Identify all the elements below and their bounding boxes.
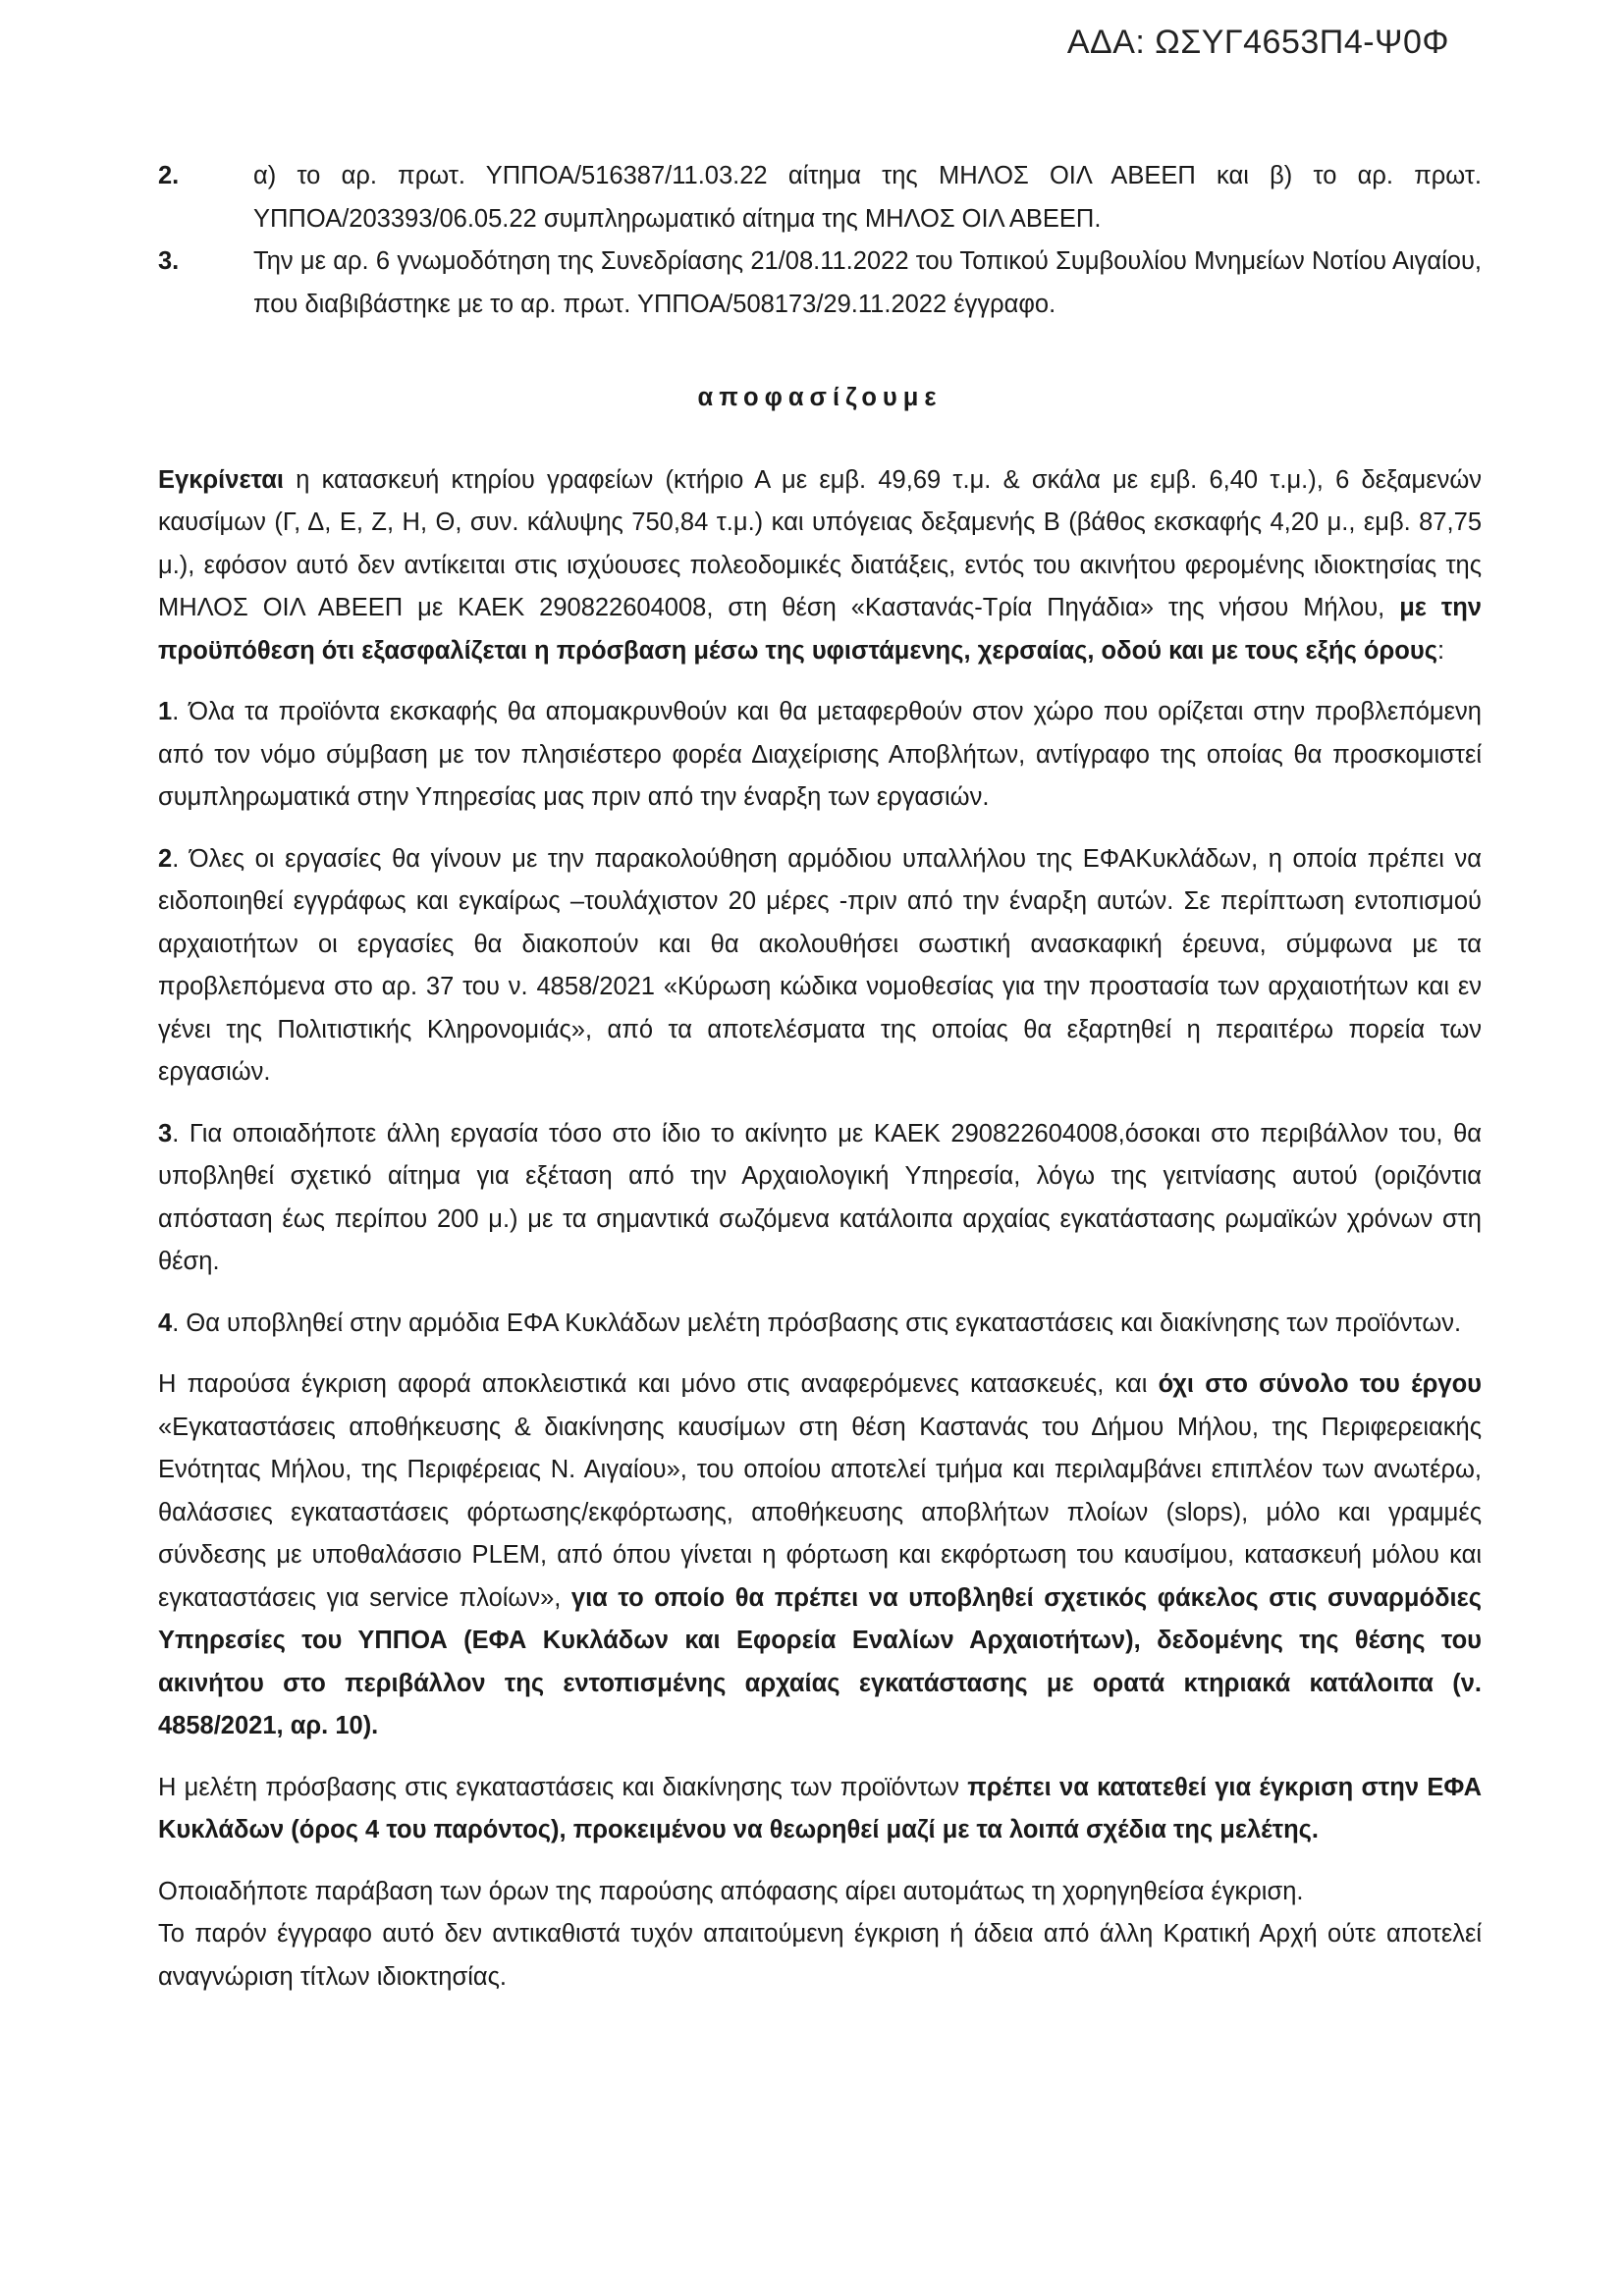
consideration-number: 2. <box>158 162 180 189</box>
term-paragraph <box>158 838 1482 1095</box>
term-paragraph <box>158 1113 1482 1284</box>
decision-heading: αποφασίζουμε <box>697 384 943 411</box>
term-paragraph <box>158 1303 1482 1346</box>
term-text: . Όλα τα προϊόντα εκσκαφής θα απομακρυνθούν και θα μεταφερθούν στον χώρο που ορίζεται στην προβλεπόμενη από τον νόμο σύμβαση με τον πλησιέστερο φορέα Διαχείρισης Αποβλήτων, αντίγραφο της οποίας θα προσκομιστεί συμπληρωματικά στην Υπηρεσίας μας πριν από την έναρξη των εργασιών. <box>158 698 1482 811</box>
consideration-number: 3. <box>158 247 180 275</box>
consideration-item <box>158 155 1482 240</box>
approval-condition: με την προϋπόθεση ότι εξασφαλίζεται η πρόσβαση μέσω της υφιστάμενης, χερσαίας, οδού και με τους εξής όρους <box>158 594 1482 665</box>
approval-lead: Εγκρίνεται <box>158 465 284 494</box>
term-paragraph <box>158 691 1482 820</box>
document-body <box>158 155 1482 2017</box>
scope-bold-2: για το οποίο θα πρέπει να υποβληθεί σχετικός φάκελος στις συναρμόδιες Υπηρεσίες του ΥΠΠΟΑ (ΕΦΑ Κυκλάδων και Εφορεία Εναλίων Αρχαιοτήτων), δεδομένης της θέσης του ακινήτου στο περιβάλλον της εντοπισμένης αρχαίας εγκατάστασης με ορατά κτηριακά κατάλοιπα (ν. 4858/2021, αρ. 10). <box>158 1583 1482 1739</box>
scope-text-1: Η παρούσα έγκριση αφορά αποκλειστικά και μόνο στις αναφερόμενες κατασκευές, και <box>158 1370 1159 1398</box>
access-study-bold: πρέπει να κατατεθεί για έγκριση στην ΕΦΑ Κυκλάδων (όρος 4 του παρόντος), προκειμένου να θεωρηθεί μαζί με τα λοιπά σχέδια της μελέτης. <box>158 1773 1482 1843</box>
term-text: . Για οποιαδήποτε άλλη εργασία τόσο στο ίδιο το ακίνητο με ΚΑΕΚ 290822604008,όσοκαι στο περιβάλλον του, θα υποβληθεί σχετικό αίτημα για εξέταση από την Αρχαιολογική Υπηρεσία, λόγω της γειτνίασης αυτού (οριζόντια απόσταση έως περίπου 200 μ.) με τα σημαντικά σωζόμενα κατάλοιπα αρχαίας εγκατάστασης ρωμαϊκών χρόνων στη θέση. <box>158 1119 1482 1275</box>
term-text: . Όλες οι εργασίες θα γίνουν με την παρακολούθηση αρμόδιου υπαλλήλου της ΕΦΑΚυκλάδων, η οποία πρέπει να ειδοποιηθεί εγγράφως και εγκαίρως –τουλάχιστον 20 μέρες -πριν από την έναρξη αυτών. Σε περίπτωση εντοπισμού αρχαιοτήτων οι εργασίες θα διακοπούν και θα ακολουθήσει σωστική ανασκαφική έρευνα, σύμφωνα με τα προβλεπόμενα στο αρ. 37 του ν. 4858/2021 «Κύρωση κώδικα νομοθεσίας για την προστασία των αρχαιοτήτων και εν γένει της Πολιτιστικής Κληρονομιάς», από τα αποτελέσματα της οποίας θα εξαρτηθεί η περαιτέρω πορεία των εργασιών. <box>158 844 1482 1086</box>
scope-text-2: «Εγκαταστάσεις αποθήκευσης & διακίνησης καυσίμων στη θέση Καστανάς του Δήμου Μήλου, της Περιφερειακής Ενότητας Μήλου, της Περιφέρειας Ν. Αιγαίου», του οποίου αποτελεί τμήμα και περιλαμβάνει επιπλέον των ανωτέρω, θαλάσσιες εγκαταστάσεις φόρτωσης/εκφόρτωσης, αποθήκευσης αποβλήτων πλοίων (slops), μόλο και γραμμές σύνδεσης με υποθαλάσσιο PLEM, από όπου γίνεται η φόρτωση και εκφόρτωση του καυσίμου, κατασκευή μόλου και εγκαταστάσεις για service πλοίων», <box>158 1413 1482 1612</box>
term-number: 1 <box>158 698 173 725</box>
closing-paragraph-breach: Οποιαδήποτε παράβαση των όρων της παρούσης απόφασης αίρει αυτομάτως τη χορηγηθείσα έγκριση. <box>158 1877 1304 1905</box>
scope-bold-1: όχι στο σύνολο του έργου <box>1158 1370 1482 1398</box>
term-number: 2 <box>158 844 173 873</box>
scope-paragraph <box>158 1363 1482 1748</box>
term-number: 4 <box>158 1308 173 1337</box>
access-study-paragraph <box>158 1767 1482 1852</box>
approval-text: η κατασκευή κτηρίου γραφείων (κτήριο Α με εμβ. 49,69 τ.μ. & σκάλα με εμβ. 6,40 τ.μ.), 6 δεξαμενών καυσίμων (Γ, Δ, Ε, Ζ, Η, Θ, συν. κάλυψης 750,84 τ.μ.) και υπόγειας δεξαμενής Β (βάθος εκσκαφής 4,20 μ., εμβ. 87,75 μ.), εφόσον αυτό δεν αντίκειται στις ισχύουσες πολεοδομικές διατάξεις, εντός του ακινήτου φερομένης ιδιοκτησίας της ΜΗΛΟΣ ΟΙΛ ΑΒΕΕΠ με ΚΑΕΚ 290822604008, στη θέση «Καστανάς-Τρία Πηγάδια» της νήσου Μήλου, <box>158 465 1482 621</box>
consideration-item <box>158 240 1482 326</box>
access-study-text: Η μελέτη πρόσβασης στις εγκαταστάσεις και διακίνησης των προϊόντων <box>158 1773 968 1801</box>
approval-end: : <box>1436 636 1445 665</box>
consideration-text: α) το αρ. πρωτ. ΥΠΠΟΑ/516387/11.03.22 αίτημα της ΜΗΛΟΣ ΟΙΛ ΑΒΕΕΠ και β) το αρ. πρωτ. ΥΠΠΟΑ/203393/06.05.22 συμπληρωματικό αίτημα της ΜΗΛΟΣ ΟΙΛ ΑΒΕΕΠ. <box>253 162 1482 233</box>
ada-code: ΑΔΑ: ΩΣΥΓ4653Π4-Ψ0Φ <box>1066 24 1449 61</box>
consideration-text: Την με αρ. 6 γνωμοδότηση της Συνεδρίασης 21/08.11.2022 του Τοπικού Συμβουλίου Μνημείων Νοτίου Αιγαίου, που διαβιβάστηκε με το αρ. πρωτ. ΥΠΠΟΑ/508173/29.11.2022 έγγραφο. <box>253 247 1482 318</box>
term-text: . Θα υποβληθεί στην αρμόδια ΕΦΑ Κυκλάδων μελέτη πρόσβασης στις εγκαταστάσεις και διακίνησης των προϊόντων. <box>172 1308 1462 1337</box>
closing-paragraph-disclaimer: Το παρόν έγγραφο αυτό δεν αντικαθιστά τυχόν απαιτούμενη έγκριση ή άδεια από άλλη Κρατική Αρχή ούτε αποτελεί αναγνώριση τίτλων ιδιοκτησίας. <box>158 1920 1482 1991</box>
term-number: 3 <box>158 1119 173 1148</box>
approval-paragraph <box>158 459 1482 673</box>
